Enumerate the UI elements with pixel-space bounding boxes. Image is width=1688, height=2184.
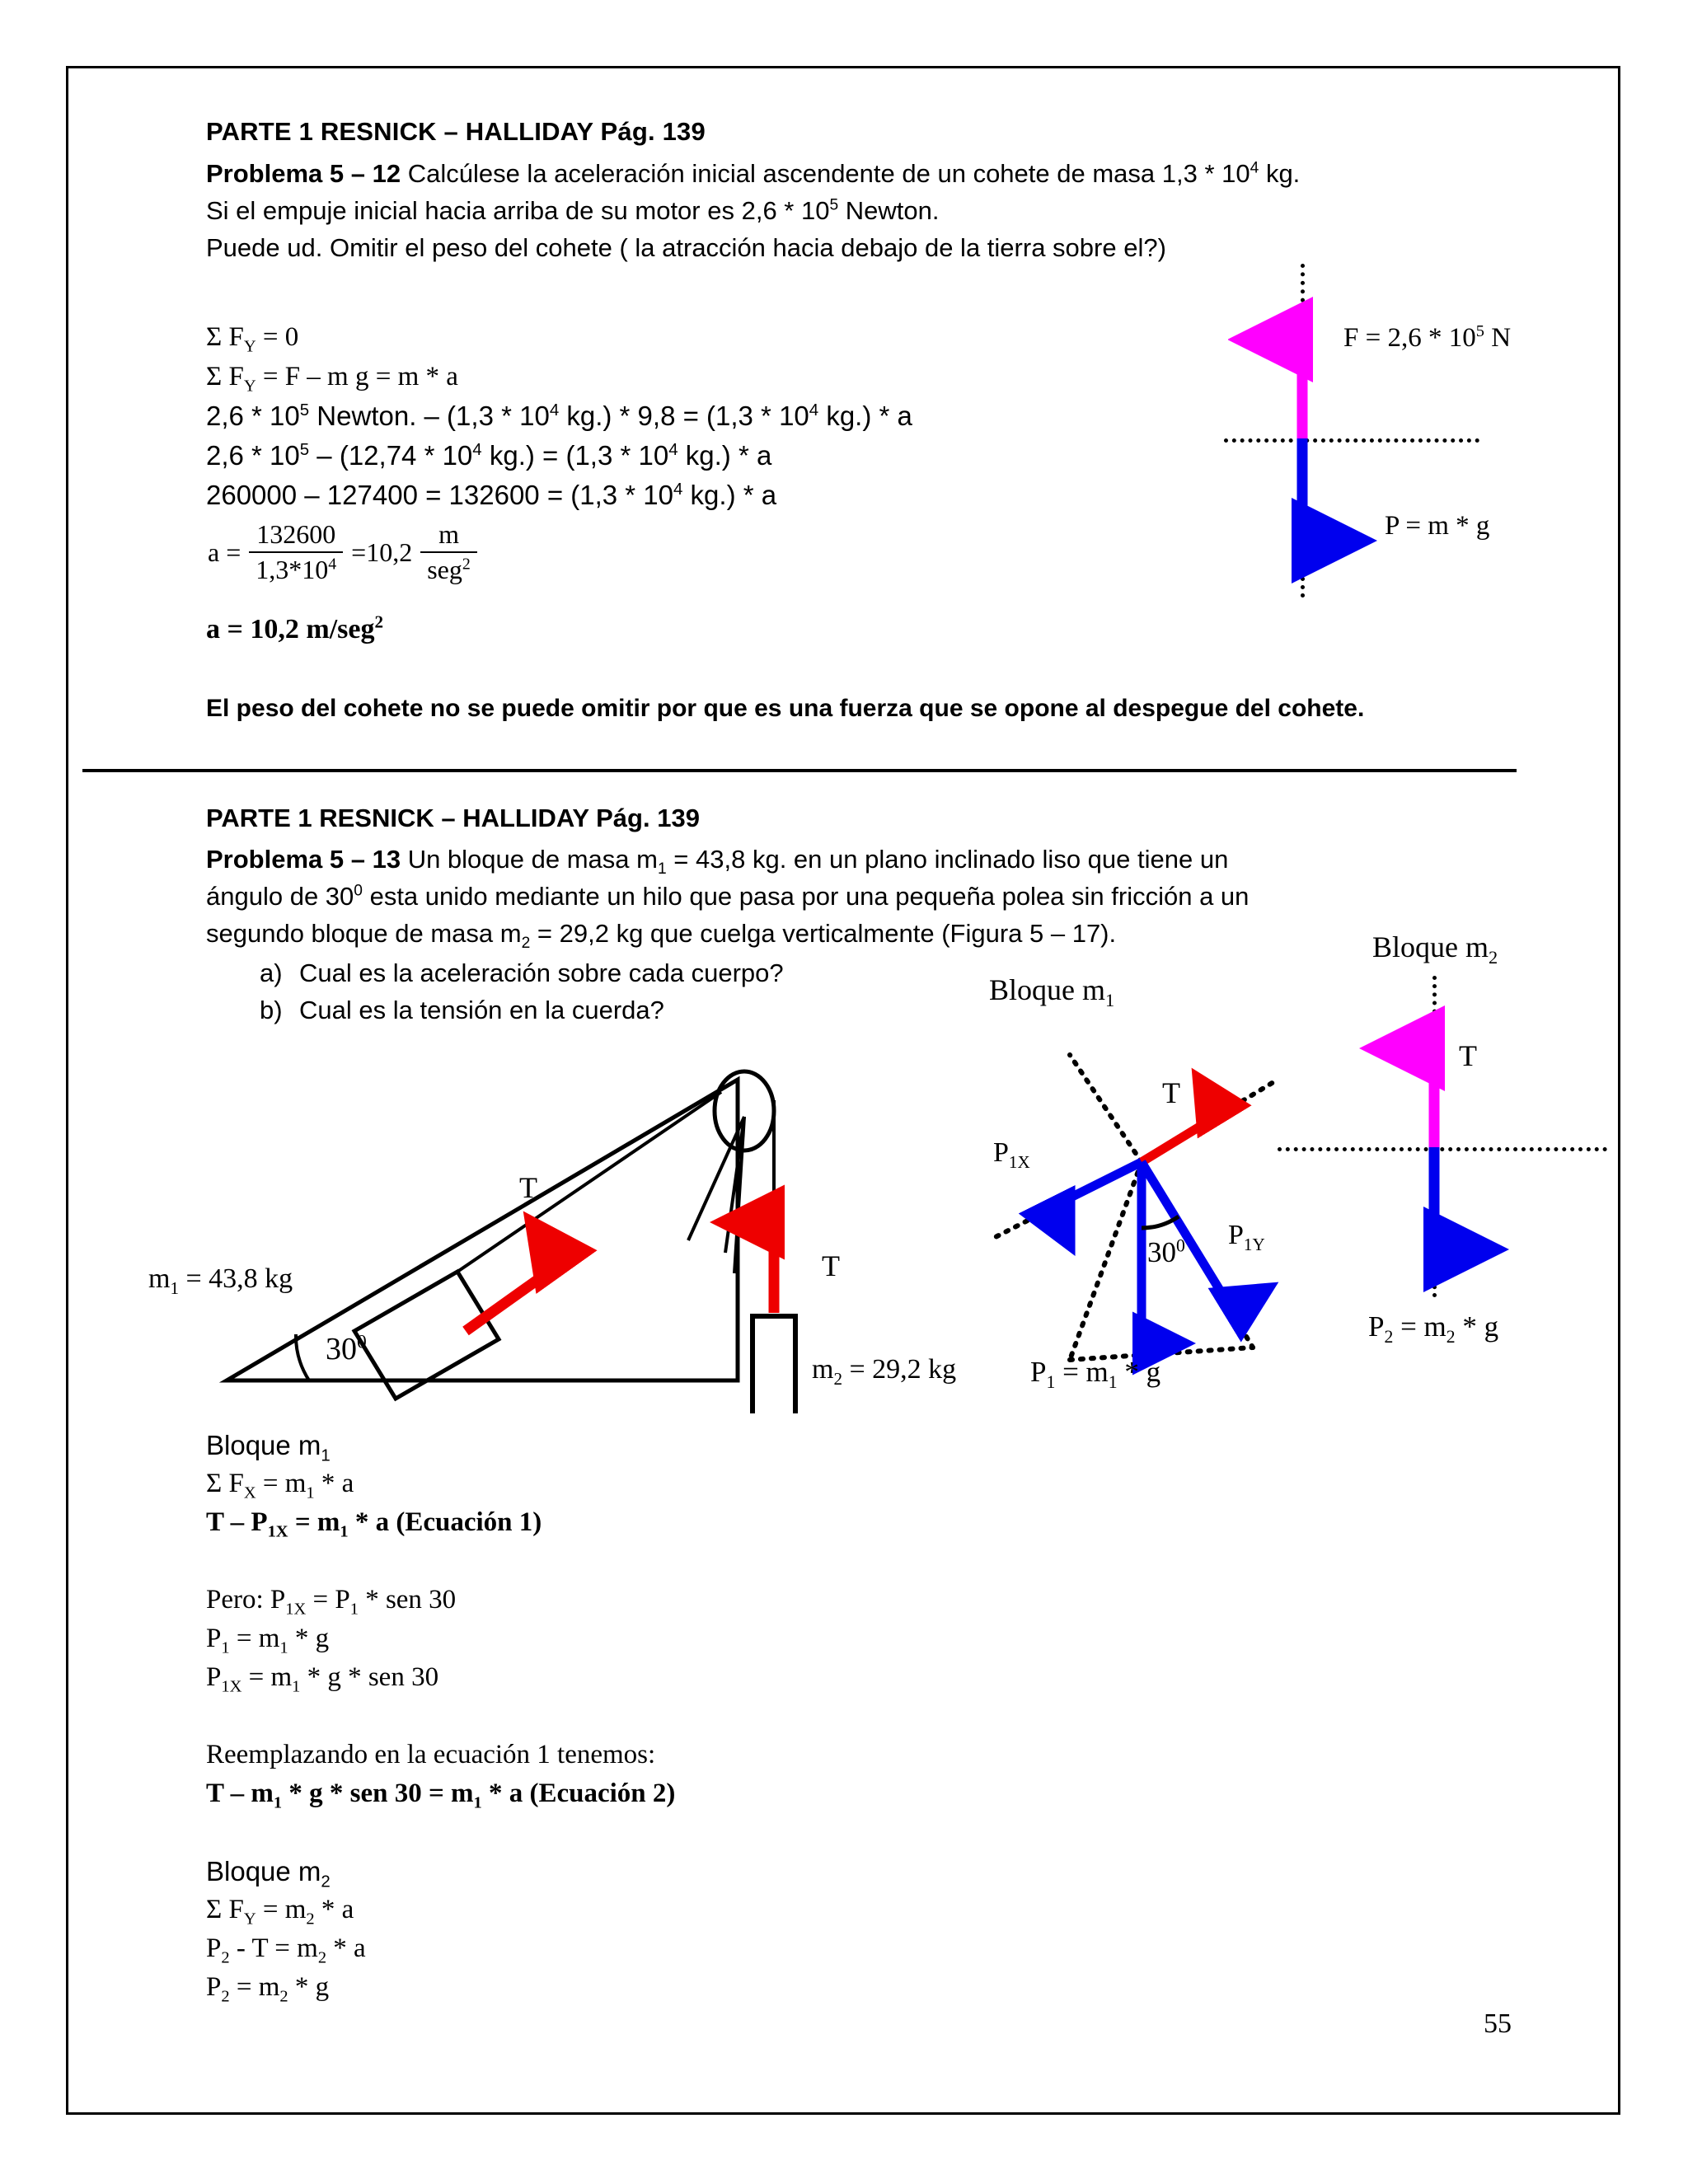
m2-subscript: 2 <box>833 1368 842 1389</box>
fbd-m1-tension-arrow <box>1142 1114 1220 1162</box>
equation-line: Bloque $m_2$ <box>206 1856 331 1891</box>
p1x-symbol: P <box>993 1137 1009 1168</box>
problem2-line2-degree: 0 <box>354 882 363 900</box>
problem2-header: PARTE 1 RESNICK – HALLIDAY Pág. 139 <box>206 804 700 832</box>
angle-arc-incline <box>296 1334 309 1380</box>
eq2-prefix: Σ F <box>206 362 244 391</box>
list-item-label: Cual es la tensión en la cuerda? <box>299 996 664 1024</box>
eq2-subscript: Y <box>243 377 256 396</box>
problem1-line1-tail: kg. <box>1259 159 1301 188</box>
equation-sum-fy-zero <box>206 317 912 357</box>
problem2-line1-rest: Un bloque de masa m <box>401 845 658 874</box>
equation-spacer <box>206 1817 675 1856</box>
problem1-equations <box>206 317 912 515</box>
denominator-base: 1,3*10 <box>256 555 329 584</box>
p1x-subscript: 1X <box>1008 1151 1030 1172</box>
inclined-plane-diagram <box>148 1001 985 1413</box>
hanging-tension-label: T <box>822 1249 840 1282</box>
list-item-marker: b) <box>260 996 283 1024</box>
fbd-m1-angle-label <box>1147 1236 1185 1269</box>
unit-fraction <box>420 519 477 585</box>
fbd-block-m1 <box>923 972 1311 1401</box>
answer-text: a = 10,2 m/seg <box>206 614 375 644</box>
block-m2-shape <box>753 1316 795 1413</box>
incline-angle-label <box>326 1331 367 1367</box>
force-label-exponent: 5 <box>1475 322 1484 340</box>
eq2-tail: = F – m g = m * a <box>256 362 458 391</box>
equation-line: $P_2 = m_2 * g$ <box>206 1972 330 2006</box>
fbd-m2-svg <box>1269 923 1681 1368</box>
denominator-exponent: 4 <box>328 555 337 574</box>
fraction-numerator: 132600 <box>256 519 336 549</box>
list-item <box>260 954 784 991</box>
p1-symbol: P <box>1030 1356 1047 1388</box>
force-label-text: F = 2,6 * 10 <box>1343 323 1476 353</box>
problem2-line3-subscript: 2 <box>521 935 531 953</box>
problem1-statement-line-3: Puede ud. Omitir el peso del cohete ( la atracción hacia debajo de la tierra sobre el?) <box>206 233 1166 262</box>
m1-subscript: 1 <box>170 1277 179 1298</box>
equation-line: $T - P_{1X} = m_1 * a$ (Ecuación 1) <box>206 1507 542 1541</box>
answer-exponent: 2 <box>374 612 384 632</box>
fbd-m1-p1y-label <box>1228 1220 1265 1254</box>
problem2-statement-line-1 <box>206 841 1426 878</box>
problem2-line2-text: ángulo de 30 <box>206 882 354 911</box>
fbd-block-m2 <box>1269 923 1681 1368</box>
problem1-fraction-result <box>208 519 485 585</box>
fbd-m2-tension-label: T <box>1459 1039 1477 1072</box>
unit-denominator <box>420 551 477 585</box>
problem1-statement-line-1 <box>206 155 1376 192</box>
list-item-marker: a) <box>260 958 283 987</box>
fraction-lead: a = <box>208 537 241 567</box>
section-divider <box>82 769 1517 772</box>
problem2-line2-tail: esta unido mediante un hilo que pasa por una pequeña polea sin fricción a un <box>362 882 1250 911</box>
eq1-tail: = 0 <box>256 322 299 352</box>
fbd-m1-angle-value: 30 <box>1147 1236 1176 1268</box>
equation-substitution-1: $2,6 * 10^5$ Newton. – ($1,3 * 10^4$ $kg.) * 9,8 = (1,3 * 10^4$ kg.) * a <box>206 401 912 431</box>
problem1-line2-text: Si el empuje inicial hacia arriba de su motor es 2,6 * 10 <box>206 196 830 225</box>
problem2-label: Problema 5 – 13 <box>206 845 401 874</box>
p2-symbol: P <box>1368 1310 1385 1343</box>
p1-times-g: * g <box>1117 1356 1161 1388</box>
equation-line: Σ $F_Y = m_2 * a$ <box>206 1895 354 1929</box>
equation-substitution-2: $2,6 * 10^5 - (12,74 * 10^4$ $kg.) = (1,3 * 10^4$ kg.) * a <box>206 440 772 471</box>
fbd-m1-title-subscript: 1 <box>1105 990 1115 1011</box>
fbd-m2-weight-label <box>1368 1310 1499 1347</box>
fraction-equals-value: =10,2 <box>351 537 413 567</box>
fbd-m1-angle-degree: 0 <box>1176 1235 1185 1256</box>
problem1-line1-exponent: 4 <box>1250 159 1259 177</box>
problem2-statement-line-2 <box>206 878 1426 915</box>
p2-m-subscript: 2 <box>1446 1327 1456 1347</box>
m2-value: = 29,2 kg <box>842 1354 957 1385</box>
incline-tension-label-top: T <box>519 1171 537 1204</box>
problem2-equations <box>206 1430 675 2011</box>
eq1-prefix: Σ F <box>206 322 244 352</box>
m1-symbol: m <box>148 1263 171 1294</box>
problem1-label: Problema 5 – 12 <box>206 159 401 188</box>
m2-symbol: m <box>812 1354 834 1385</box>
p1-subscript: 1 <box>1046 1372 1056 1392</box>
fbd-m1-axis-normal-up <box>1070 1055 1142 1162</box>
p1y-symbol: P <box>1228 1220 1244 1250</box>
equation-spacer <box>206 1701 675 1740</box>
p1-m-subscript: 1 <box>1108 1372 1118 1392</box>
block-m1-mass-label <box>148 1263 293 1298</box>
equation-sum-fy-newton <box>206 357 912 396</box>
angle-value: 30 <box>326 1332 357 1366</box>
problem1-header: PARTE 1 RESNICK – HALLIDAY Pág. 139 <box>206 117 706 146</box>
rocket-arrows-svg <box>1228 264 1673 610</box>
problem2-statement <box>206 841 1426 952</box>
fbd-m1-svg <box>923 972 1311 1401</box>
p2-equals-m: = m <box>1393 1310 1447 1343</box>
p1-equals-m: = m <box>1055 1356 1109 1388</box>
main-fraction <box>249 519 343 585</box>
equation-line: $P_1 = m_1 * g$ <box>206 1624 330 1657</box>
fbd-m2-title-subscript: 2 <box>1489 947 1498 968</box>
problem1-final-answer <box>206 614 383 645</box>
problem1-line2-exponent: 5 <box>829 196 839 214</box>
force-label-tail: N <box>1484 323 1512 353</box>
problem2-line3-text: segundo bloque de masa m <box>206 919 522 948</box>
p1y-subscript: 1Y <box>1243 1234 1265 1254</box>
problem1-statement-line-2 <box>206 192 1376 229</box>
fbd-m1-weight-label <box>1030 1356 1161 1392</box>
equation-line: $P_{1X} = m_1 * g$ * sen 30 <box>206 1662 439 1696</box>
equation-spacer <box>206 1546 675 1585</box>
problem1-line2-tail: Newton. <box>838 196 940 225</box>
rocket-weight-label: P = m * g <box>1385 511 1490 541</box>
problem2-line1-subscript: 1 <box>657 860 667 879</box>
unit-denominator-base: seg <box>427 555 462 584</box>
m1-value: = 43,8 kg <box>179 1263 293 1294</box>
equation-line: Σ $F_X = m_1 * a$ <box>206 1469 354 1502</box>
problem2-statement-line-3 <box>206 915 1426 952</box>
problem1-conclusion-note: El peso del cohete no se puede omitir por que es una fuerza que se opone al despegue del cohete. <box>206 695 1365 722</box>
problem2-line3-tail: = 29,2 kg que cuelga verticalmente (Figura 5 – 17). <box>530 919 1117 948</box>
problem1-statement <box>206 155 1376 266</box>
p2-subscript: 2 <box>1384 1327 1394 1347</box>
fbd-m1-p1x-label <box>993 1137 1030 1172</box>
fraction-expression <box>208 519 485 585</box>
equation-line: Pero: $P_{1X} = P_1$ * sen 30 <box>206 1585 457 1619</box>
rocket-force-label <box>1343 323 1511 354</box>
page-number: 55 <box>1484 2008 1512 2039</box>
fraction-denominator <box>249 551 343 585</box>
equation-line: Reemplazando en la ecuación 1 tenemos: <box>206 1740 656 1769</box>
fbd-m1-tension-label: T <box>1162 1076 1180 1109</box>
problem1-line1-rest: Calcúlese la aceleración inicial ascendente de un cohete de masa 1,3 * 10 <box>401 159 1250 188</box>
rocket-free-body-diagram <box>1228 264 1673 610</box>
equation-line: T – $m_1$ * g * sen $30 = m_1 * a$ (Ecuación 2) <box>206 1779 676 1812</box>
fbd-m1-title-text: Bloque m <box>989 973 1105 1006</box>
equation-substitution-3: $260000 - 127400 = 132600 = (1,3 * 10^4$ kg.) * a <box>206 480 777 510</box>
list-item-label: Cual es la aceleración sobre cada cuerpo? <box>299 958 784 987</box>
equation-line: $P_2 - T = m_2 * a$ <box>206 1933 366 1967</box>
fbd-m2-title-text: Bloque m <box>1372 930 1489 963</box>
problem2-line1-tail: = 43,8 kg. en un plano inclinado liso que tiene un <box>666 845 1229 874</box>
p2-times-g: * g <box>1455 1310 1499 1343</box>
fbd-m1-angle-arc <box>1142 1216 1179 1228</box>
eq1-subscript: Y <box>243 337 256 356</box>
string-incline <box>457 1092 721 1272</box>
unit-denominator-exponent: 2 <box>462 555 471 574</box>
unit-numerator: m <box>438 519 459 549</box>
angle-degree-symbol: 0 <box>357 1331 367 1353</box>
equation-line: Bloque $m_1$ <box>206 1430 331 1465</box>
tension-arrow-incline <box>466 1263 560 1331</box>
incline-triangle <box>227 1080 738 1380</box>
